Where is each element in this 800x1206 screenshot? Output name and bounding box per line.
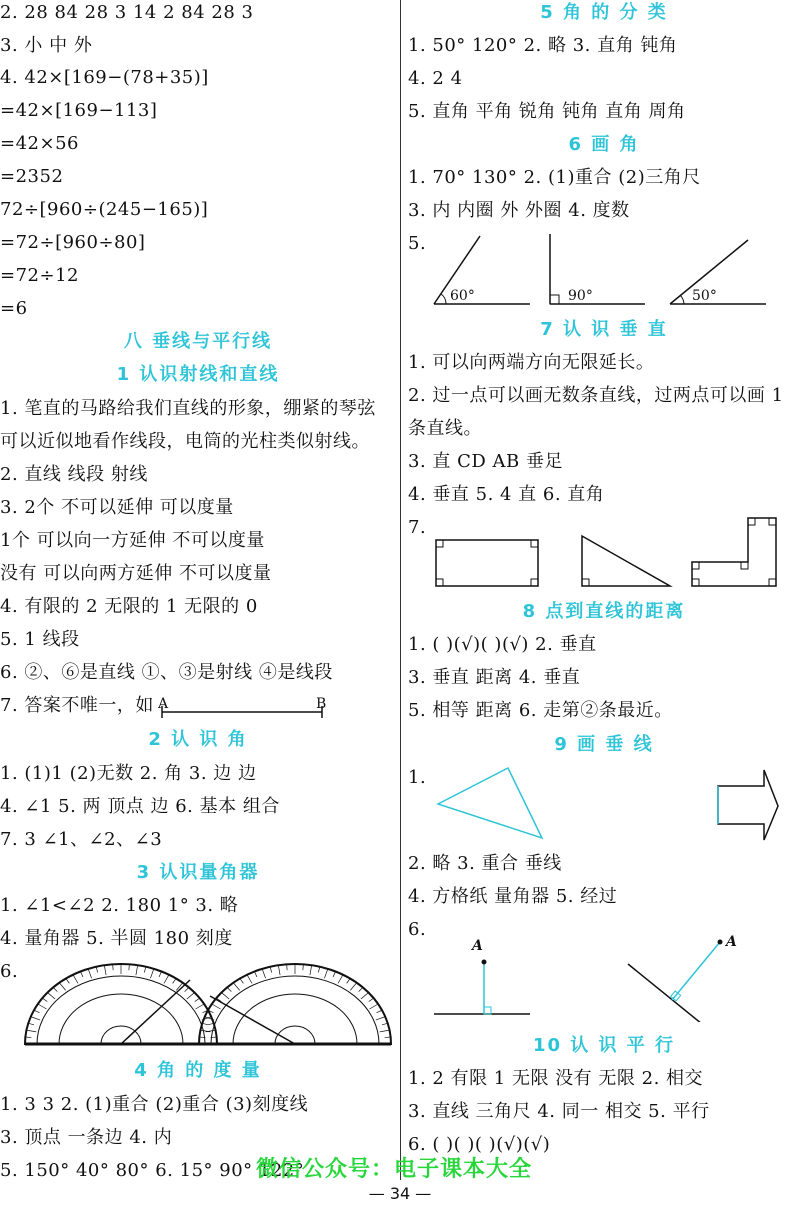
answer-line: =42×[169−113] (0, 100, 158, 121)
answer-line: 1. (408, 767, 427, 788)
arrow-shape (718, 770, 778, 840)
section-heading: 6 画 角 (568, 134, 640, 155)
answer-line: 没有 可以向两方延伸 不可以度量 (0, 563, 272, 584)
answer-line: 1. 50° 120° 2. 略 3. 直角 钝角 (408, 35, 678, 56)
answer-line: 5. (408, 233, 427, 254)
answer-line: 4. 42×[169−(78+35)] (0, 67, 209, 88)
answer-line: =6 (0, 298, 28, 319)
section-heading: 5 角 的 分 类 (540, 2, 668, 23)
section-heading: 2 认 识 角 (148, 729, 248, 750)
answer-line: 1. 笔直的马路给我们直线的形象，绷紧的琴弦 (0, 398, 376, 419)
segment-ab-figure (158, 696, 328, 720)
point-b-label: B (316, 696, 327, 712)
svg-text:A: A (472, 938, 483, 954)
section-heading: 7 认 识 垂 直 (540, 319, 668, 340)
answer-line: 3. 顶点 一条边 4. 内 (0, 1127, 173, 1148)
section-heading: 4 角 的 度 量 (134, 1060, 262, 1081)
answer-line: 7. 答案不唯一，如 (0, 695, 154, 716)
answer-line: 6. ( )( )( )(√)(√) (408, 1134, 551, 1155)
answer-line: 5. 直角 平角 锐角 钝角 直角 周角 (408, 101, 686, 122)
right-angle-shapes-figure (430, 514, 790, 594)
answer-line: 可以近似地看作线段，电筒的光柱类似射线。 (0, 431, 370, 452)
answer-line: 条直线。 (408, 418, 482, 439)
section-heading: 3 认识量角器 (136, 862, 260, 883)
answer-line: 6. (408, 919, 427, 940)
triangle-shape (438, 768, 542, 838)
section-heading: 8 点到直线的距离 (522, 601, 686, 622)
answer-line: 3. 垂直 距离 4. 垂直 (408, 667, 581, 688)
answer-line: 4. 量角器 5. 半圆 180 刻度 (0, 928, 233, 949)
answer-line: 7. (408, 517, 427, 538)
answer-line: =2352 (0, 166, 64, 187)
protractor-figures (20, 962, 396, 1052)
answer-line: 1. ∠1<∠2 2. 180 1° 3. 略 (0, 895, 239, 916)
svg-text:A: A (726, 934, 737, 950)
svg-text:60°: 60° (450, 288, 475, 304)
svg-text:90°: 90° (568, 288, 593, 304)
answer-line: 1. 2 有限 1 无限 没有 无限 2. 相交 (408, 1068, 704, 1089)
perpendicular-left (434, 938, 530, 1014)
answer-line: 5. 相等 距离 6. 走第②条最近。 (408, 700, 673, 721)
angle-60 (434, 236, 530, 304)
answer-line: 5. 1 线段 (0, 629, 80, 650)
answer-line: =72÷[960÷80] (0, 232, 146, 253)
answer-line: 6. ②、⑥是直线 ①、③是射线 ④是线段 (0, 662, 333, 683)
answer-line: 4. 2 4 (408, 68, 463, 89)
answer-line: 2. 过一点可以画无数条直线，过两点可以画 1 (408, 385, 784, 406)
svg-text:50°: 50° (692, 288, 717, 304)
perpendicular-right (628, 934, 737, 1022)
perpendicular-drawing-figure (430, 764, 790, 844)
answer-line: =72÷12 (0, 265, 79, 286)
answer-line: 1个 可以向一方延伸 不可以度量 (0, 530, 265, 551)
angle-50 (670, 240, 766, 304)
answer-line: =42×56 (0, 133, 79, 154)
answer-line: 4. 垂直 5. 4 直 6. 直角 (408, 484, 605, 505)
answer-line: 3. 内 内圈 外 外圈 4. 度数 (408, 200, 630, 221)
answer-line: 4. 有限的 2 无限的 1 无限的 0 (0, 596, 258, 617)
answer-line: 1. ( )(√)( )(√) 2. 垂直 (408, 634, 597, 655)
rectangle-shape (436, 540, 538, 586)
page-number: — 34 — (368, 1184, 432, 1203)
protractor-left (25, 964, 217, 1044)
point-a-label: A (158, 696, 169, 712)
answer-line: 72÷[960÷(245−165)] (0, 199, 209, 220)
watermark-text: 微信公众号：电子课本大全 (256, 1157, 533, 1182)
answer-line: 3. 2个 不可以延伸 可以度量 (0, 497, 234, 518)
drawn-angles-figure (430, 232, 770, 310)
right-triangle-shape (582, 536, 670, 586)
column-divider (400, 0, 401, 1180)
section-heading: 10 认 识 平 行 (532, 1035, 676, 1056)
answer-line: 7. 3 ∠1、∠2、∠3 (0, 829, 163, 850)
point-a-perpendicular-figure (430, 922, 790, 1022)
section-heading: 八 垂线与平行线 (123, 331, 273, 352)
answer-line: 4. ∠1 5. 两 顶点 边 6. 基本 组合 (0, 796, 280, 817)
answer-line: 2. 直线 线段 射线 (0, 464, 148, 485)
section-heading: 9 画 垂 线 (554, 734, 654, 755)
answer-line: 4. 方格纸 量角器 5. 经过 (408, 886, 618, 907)
angle-90 (550, 234, 645, 304)
answer-line: 3. 小 中 外 (0, 35, 93, 56)
answer-line: 3. 直 CD AB 垂足 (408, 451, 563, 472)
answer-line: 6. (0, 961, 19, 982)
protractor-right (199, 964, 391, 1044)
answer-line: 3. 直线 三角尺 4. 同一 相交 5. 平行 (408, 1101, 710, 1122)
section-heading: 1 认识射线和直线 (116, 364, 280, 385)
l-shape (692, 518, 776, 586)
answer-line: 1. 70° 130° 2. (1)重合 (2)三角尺 (408, 167, 701, 188)
answer-line: 1. 可以向两端方向无限延长。 (408, 352, 655, 373)
answer-line: 2. 28 84 28 3 14 2 84 28 3 (0, 2, 254, 23)
answer-line: 2. 略 3. 重合 垂线 (408, 853, 562, 874)
answer-line: 1. 3 3 2. (1)重合 (2)重合 (3)刻度线 (0, 1094, 309, 1115)
answer-line: 1. (1)1 (2)无数 2. 角 3. 边 边 (0, 763, 257, 784)
answer-line: 5. 150° 40° 80° 6. 15° 90° 122° (0, 1160, 305, 1181)
